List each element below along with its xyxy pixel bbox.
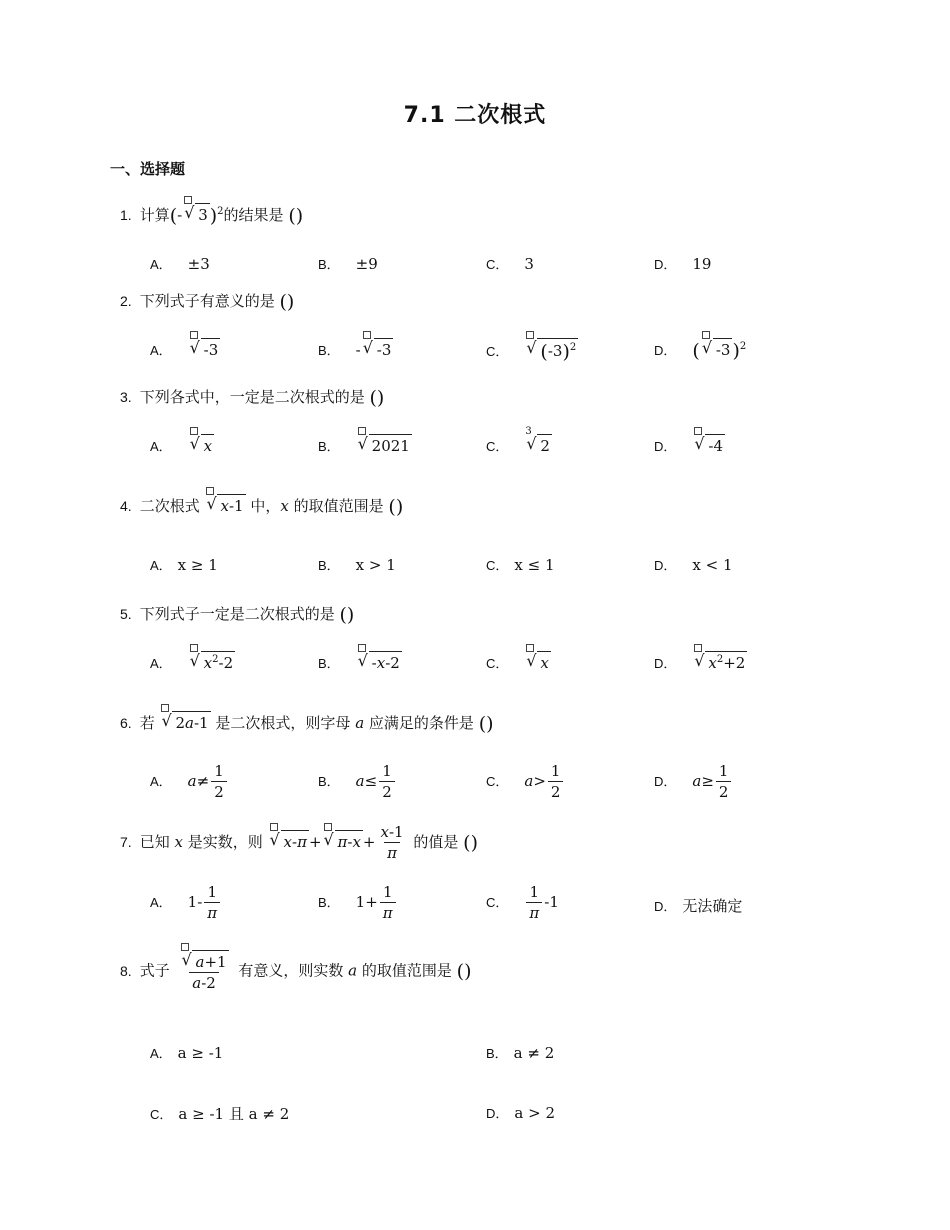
q6-option-a[interactable]: A． a≠ $\frac{1}{2}$	[150, 762, 229, 801]
q7-option-c[interactable]: C． $\frac{1}{\pi}$ -1	[486, 883, 559, 922]
q8-option-b[interactable]: B． a ≠ 2	[486, 1044, 555, 1062]
q3-option-b[interactable]: B． √ 2021	[318, 434, 412, 455]
q7-option-d[interactable]: D． 无法确定	[654, 897, 743, 915]
q1-option-a[interactable]: A． ±3	[150, 255, 210, 273]
q2-option-a[interactable]: A． √ -3	[150, 338, 220, 359]
q6-option-d[interactable]: D． a≥ $\frac{1}{2}$	[654, 762, 733, 801]
q3-option-d[interactable]: D． √ -4	[654, 434, 725, 455]
q8-option-d[interactable]: D． a > 2	[486, 1104, 555, 1122]
question-8: 8. 式子 √ a+1 a-2 有意义，则实数 a 的取值范围是 ()	[120, 950, 472, 992]
q4-option-a[interactable]: A． x ≥ 1	[150, 556, 218, 574]
q4-option-c[interactable]: C． x ≤ 1	[486, 556, 555, 574]
q4-option-b[interactable]: B． x > 1	[318, 556, 396, 574]
q4-option-d[interactable]: D． x < 1	[654, 556, 733, 574]
q3-option-a[interactable]: A． √ x	[150, 434, 214, 455]
q5-option-c[interactable]: C． √ x	[486, 651, 551, 672]
page-title: 7.1 二次根式	[403, 103, 547, 128]
q8-option-a[interactable]: A． a ≥ -1	[150, 1044, 224, 1062]
q7-option-a[interactable]: A． 1- $\frac{1}{\pi}$	[150, 883, 222, 922]
q7-option-b[interactable]: B． 1+ $\frac{1}{\pi}$	[318, 883, 398, 922]
q2-option-c[interactable]: C． √ $(-3)^2$	[486, 338, 578, 363]
question-1: 1. 计算(- √ 3 )$^2$的结果是 ()	[120, 203, 303, 227]
q5-option-d[interactable]: D． √ $x^2+2$	[654, 651, 747, 672]
question-2: 2. 下列式子有意义的是 ()	[120, 291, 295, 313]
q5-option-a[interactable]: A． √ $x^2-2$	[150, 651, 235, 672]
q1-option-d[interactable]: D． 19	[654, 255, 712, 273]
q2-option-b[interactable]: B． - √ -3	[318, 338, 393, 359]
question-3: 3. 下列各式中，一定是二次根式的是 ()	[120, 387, 385, 409]
q1-option-c[interactable]: C． 3	[486, 255, 534, 273]
q8-option-c[interactable]: C． a ≥ -1 且 a ≠ 2	[150, 1105, 290, 1123]
q5-option-b[interactable]: B． √ -x-2	[318, 651, 402, 672]
q2-option-d[interactable]: D． ( √ -3 )$^2$	[654, 338, 746, 362]
q1-option-b[interactable]: B． ±9	[318, 255, 378, 273]
q6-option-c[interactable]: C． a> $\frac{1}{2}$	[486, 762, 565, 801]
question-7: 7. 已知 x 是实数，则 √ x-π + √ π-x + $\frac{x-1}{\pi}$ 的值是 ()	[120, 823, 478, 862]
question-5: 5. 下列式子一定是二次根式的是 ()	[120, 604, 355, 626]
section-heading: 一、选择题	[110, 160, 186, 178]
question-6: 6. 若 √ 2a-1 是二次根式，则字母 a 应满足的条件是 ()	[120, 711, 494, 735]
q3-option-c[interactable]: C． 3 √ 2	[486, 426, 550, 455]
q6-option-b[interactable]: B． a≤ $\frac{1}{2}$	[318, 762, 397, 801]
question-4: 4. 二次根式 √ x-1 中，x 的取值范围是 ()	[120, 494, 403, 518]
